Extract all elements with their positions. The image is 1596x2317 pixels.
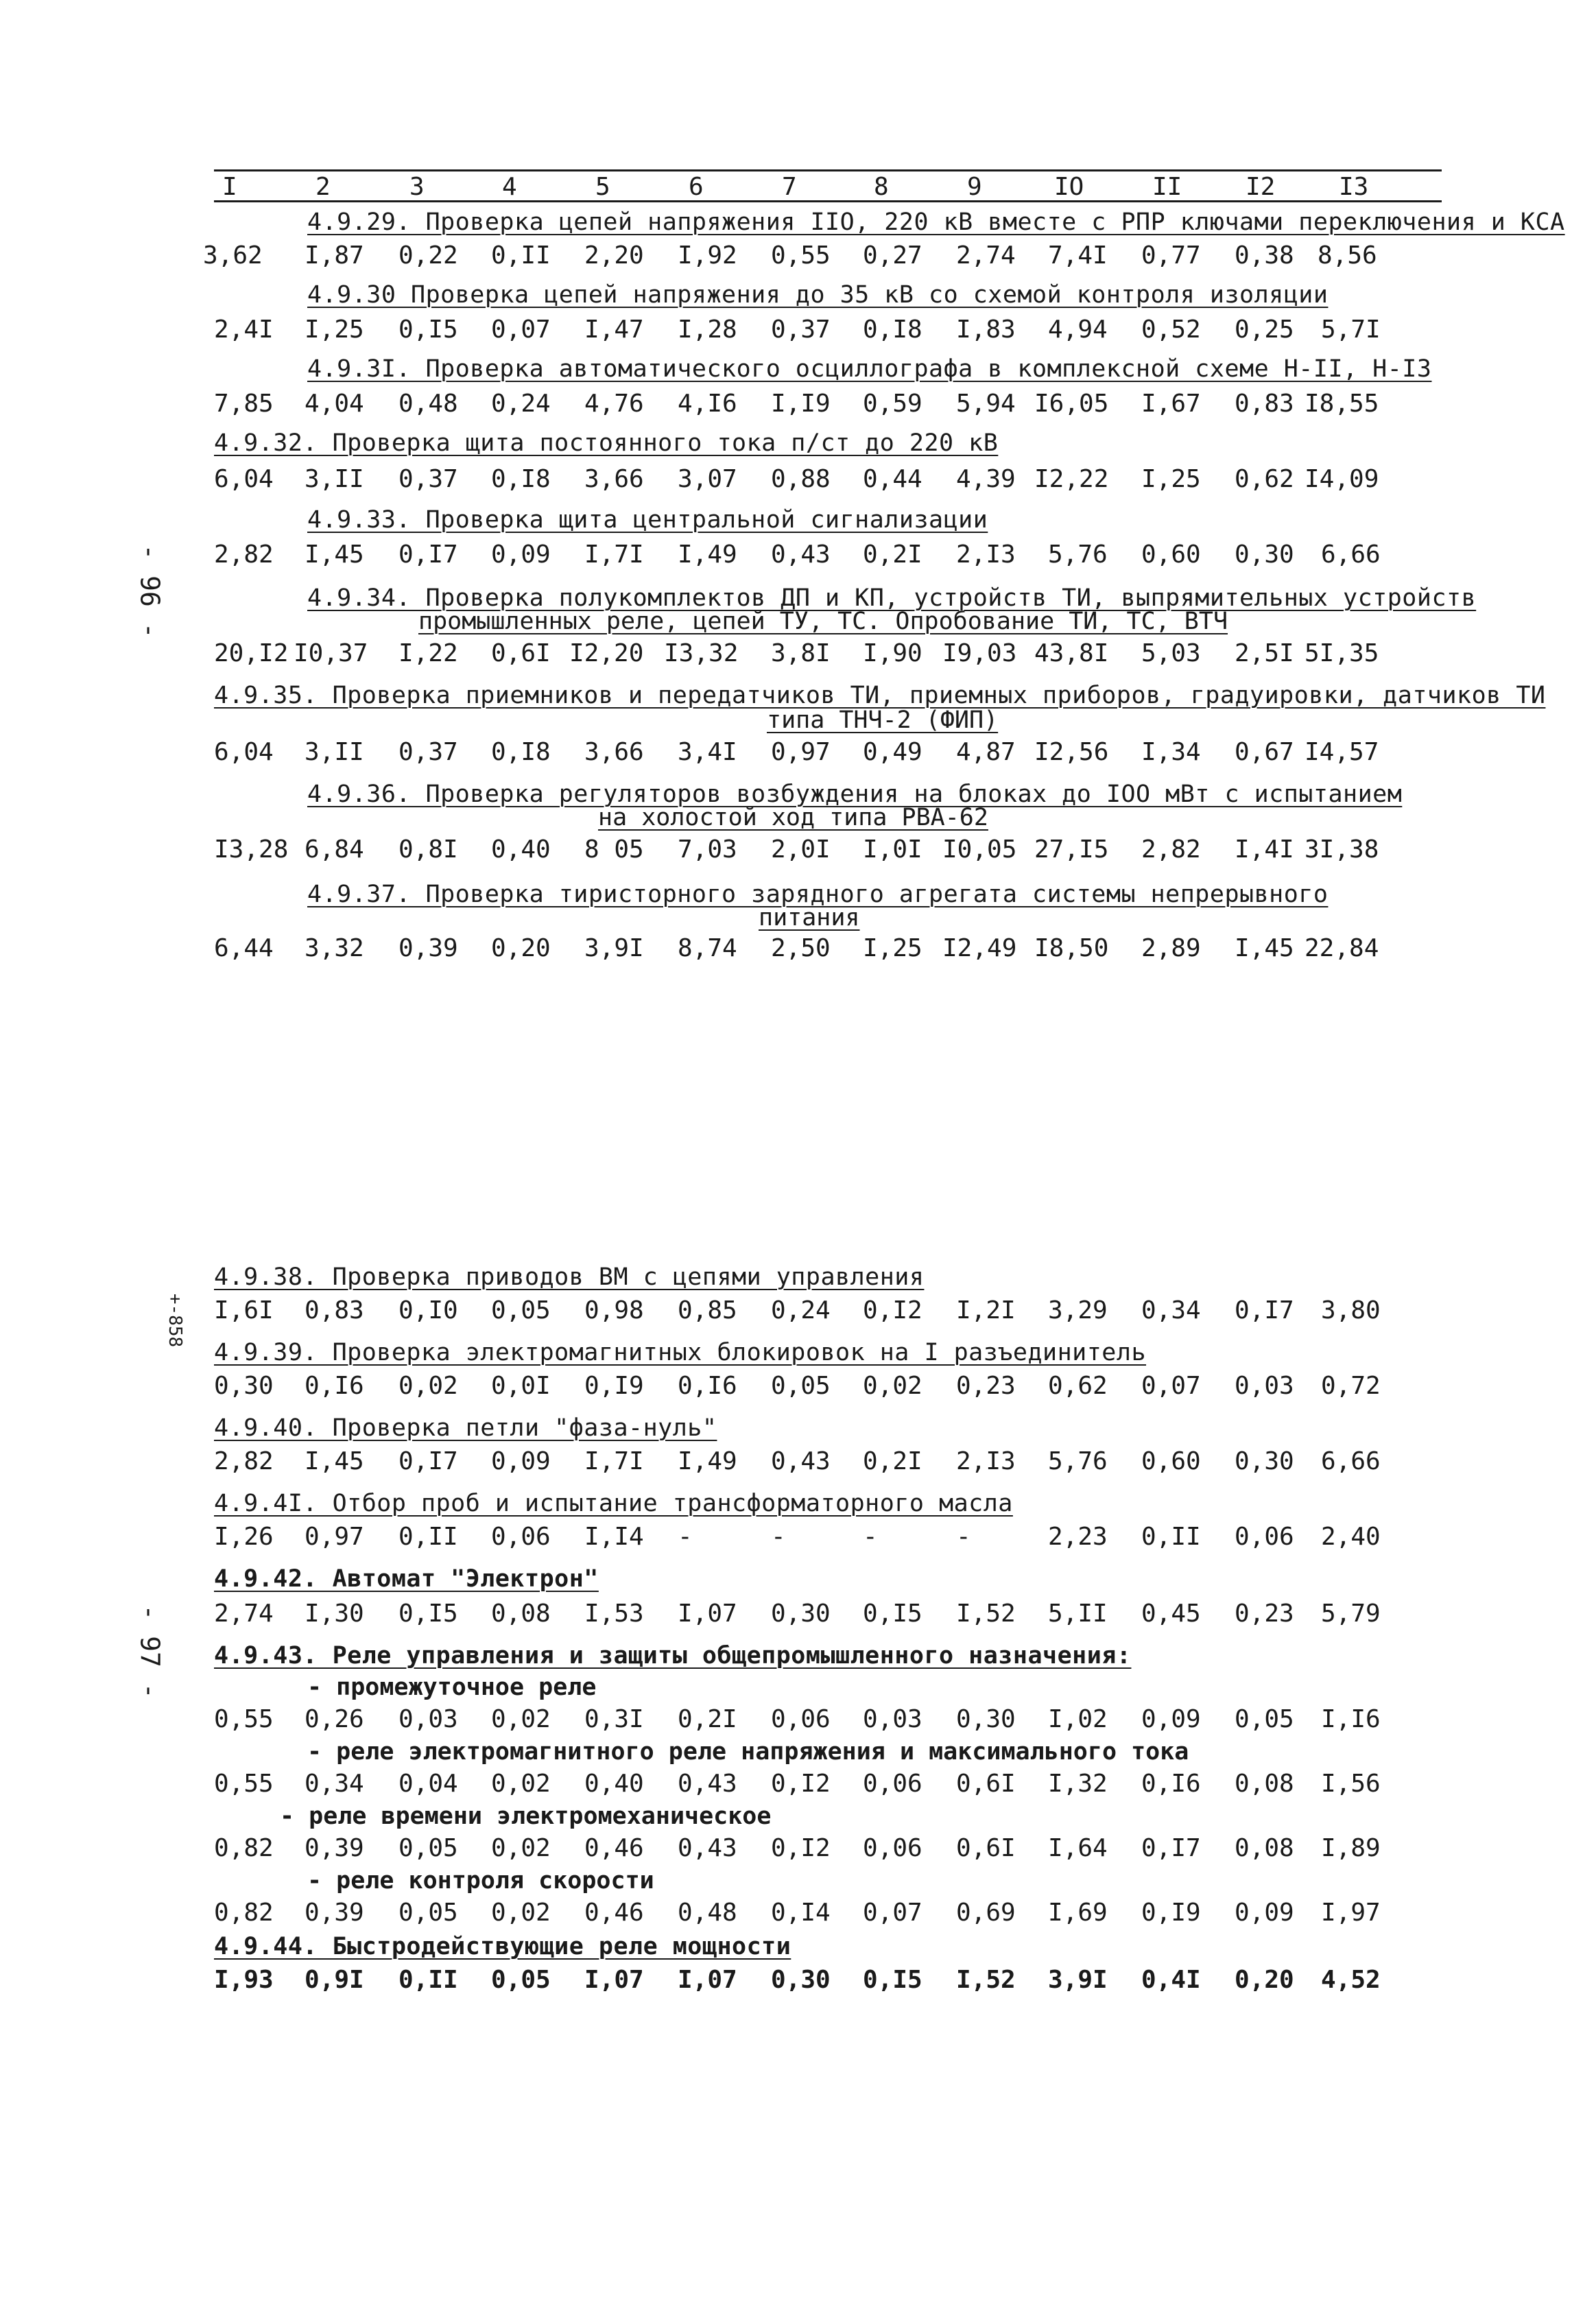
table-cell: 5,76 [1048, 540, 1108, 569]
table-cell: 5,76 [1048, 1447, 1108, 1475]
table-cell: I8,55 [1305, 390, 1379, 418]
table-cell: I,49 [678, 540, 737, 569]
table-cell: 0,72 [1321, 1372, 1381, 1400]
table-cell: 0,2I [863, 540, 922, 569]
table-cell: I,25 [1141, 465, 1201, 493]
table-cell: 0,40 [491, 835, 551, 864]
table-cell: 0,02 [491, 1834, 551, 1862]
table-cell: I,4I [1235, 835, 1294, 864]
table-cell: 0,43 [771, 540, 831, 569]
table-cell: I,32 [1048, 1770, 1108, 1798]
table-cell: 4,87 [956, 738, 1016, 766]
table-cell: 0,II [491, 241, 551, 270]
table-cell: 0,23 [1235, 1600, 1294, 1628]
table-cell: 0,55 [214, 1705, 274, 1733]
table-cell: 0,8I [398, 835, 458, 864]
table-cell: I,07 [678, 1966, 737, 1994]
table-cell: I,49 [678, 1447, 737, 1475]
table-cell: 0,6I [956, 1770, 1016, 1798]
table-cell: 0,45 [1141, 1600, 1201, 1628]
section-title: 4.9.36. Проверка регуляторов возбуждения на блоках до IOO мВт с испытанием [307, 781, 1403, 808]
section-title: 4.9.40. Проверка петли "фаза-нуль" [214, 1414, 717, 1442]
table-cell: 0,I8 [863, 316, 922, 344]
section-title: 4.9.30 Проверка цепей напряжения до 35 кВ со схемой контроля изоляции [307, 281, 1329, 309]
table-cell: 0,09 [1141, 1705, 1201, 1733]
table-cell: 0,37 [398, 738, 458, 766]
table-cell: I,89 [1321, 1834, 1381, 1862]
table-cell: 0,48 [678, 1899, 737, 1927]
table-cell: I2,56 [1034, 738, 1109, 766]
table-cell: 3,66 [584, 465, 644, 493]
table-cell: 0,43 [678, 1834, 737, 1862]
table-cell: 0,83 [1235, 390, 1294, 418]
table-cell: 0,I2 [771, 1834, 831, 1862]
table-cell: 2,40 [1321, 1523, 1381, 1551]
table-cell: 3,II [305, 465, 364, 493]
table-cell: 2,I3 [956, 540, 1016, 569]
column-header: 7 [782, 173, 797, 201]
table-cell: 0,48 [398, 390, 458, 418]
table-cell: 3,66 [584, 738, 644, 766]
table-cell: 0,34 [305, 1770, 364, 1798]
table-cell: 0,23 [956, 1372, 1016, 1400]
table-cell: 0,46 [584, 1899, 644, 1927]
table-cell: 5,79 [1321, 1600, 1381, 1628]
table-cell: I,90 [863, 639, 922, 667]
table-cell: 0,09 [491, 540, 551, 569]
section-title: 4.9.32. Проверка щита постоянного тока п/ст до 220 кВ [214, 429, 999, 457]
table-cell: 0,60 [1141, 540, 1201, 569]
table-cell: 0,02 [398, 1372, 458, 1400]
table-cell: 2,0I [771, 835, 831, 864]
table-cell: 0,II [1141, 1523, 1201, 1551]
table-cell: 2,82 [214, 1447, 274, 1475]
table-cell: 4,I6 [678, 390, 737, 418]
table-cell: 0,08 [1235, 1834, 1294, 1862]
table-cell: I,30 [305, 1600, 364, 1628]
section-title-line2: промышленных реле, цепей ТУ, ТС. Опробование ТИ, ТС, ВТЧ [418, 608, 1228, 635]
table-cell: 6,04 [214, 465, 274, 493]
table-cell: I,07 [584, 1966, 644, 1994]
table-cell: 0,39 [398, 934, 458, 962]
table-cell: 0,30 [1235, 1447, 1294, 1475]
table-cell: 0,60 [1141, 1447, 1201, 1475]
table-cell: 0,04 [398, 1770, 458, 1798]
table-cell: 2,50 [771, 934, 831, 962]
table-cell: I2,20 [569, 639, 644, 667]
table-cell: I,52 [956, 1600, 1016, 1628]
section-title: 4.9.43. Реле управления и защиты общепромышленного назначения: [214, 1642, 1132, 1670]
table-cell: 0,I5 [398, 316, 458, 344]
table-cell: 22,84 [1305, 934, 1379, 962]
table-cell: 3,4I [678, 738, 737, 766]
column-header: I3 [1339, 173, 1369, 201]
table-cell: 0,30 [956, 1705, 1016, 1733]
table-cell: 3,80 [1321, 1296, 1381, 1324]
table-cell: 0,37 [398, 465, 458, 493]
table-cell: I,I6 [1321, 1705, 1381, 1733]
table-cell: 0,2I [863, 1447, 922, 1475]
table-cell: 2,74 [956, 241, 1016, 270]
table-cell: 0,I7 [398, 1447, 458, 1475]
table-cell: 4,76 [584, 390, 644, 418]
table-cell: 0,30 [771, 1600, 831, 1628]
table-cell: I,07 [678, 1600, 737, 1628]
table-cell: 0,30 [214, 1372, 274, 1400]
table-cell: 0,82 [214, 1899, 274, 1927]
table-cell: I,56 [1321, 1770, 1381, 1798]
section-title: 4.9.29. Проверка цепей напряжения IIO, 220 кВ вместе с РПР ключами переключения и КСА [307, 209, 1565, 236]
table-cell: 5,II [1048, 1600, 1108, 1628]
table-cell: 0,I9 [584, 1372, 644, 1400]
table-cell: 20,I2 [214, 639, 289, 667]
table-cell: 2,I3 [956, 1447, 1016, 1475]
table-cell: 0,05 [1235, 1705, 1294, 1733]
table-cell: 0,83 [305, 1296, 364, 1324]
table-cell: I0,37 [294, 639, 368, 667]
table-cell: 0,I9 [1141, 1899, 1201, 1927]
table-cell: 3I,38 [1305, 835, 1379, 864]
table-cell: 0,25 [1235, 316, 1294, 344]
table-cell: 0,20 [1235, 1966, 1294, 1994]
table-cell: 0,06 [771, 1705, 831, 1733]
column-header: 4 [502, 173, 517, 201]
section-title: 4.9.37. Проверка тиристорного зарядного агрегата системы непрерывного [307, 881, 1329, 908]
table-cell: 0,I8 [491, 465, 551, 493]
table-cell: - [771, 1523, 786, 1551]
table-cell: 0,06 [1235, 1523, 1294, 1551]
table-cell: I4,09 [1305, 465, 1379, 493]
table-cell: 0,59 [863, 390, 922, 418]
table-cell: 0,6I [956, 1834, 1016, 1862]
table-cell: 0,I6 [678, 1372, 737, 1400]
table-cell: 0,44 [863, 465, 922, 493]
table-cell: I,45 [305, 540, 364, 569]
table-cell: 0,03 [1235, 1372, 1294, 1400]
table-cell: 3,8I [771, 639, 831, 667]
table-cell: 4,39 [956, 465, 1016, 493]
table-cell: 0,06 [863, 1834, 922, 1862]
table-cell: 0,I2 [771, 1770, 831, 1798]
table-cell: I3,32 [664, 639, 739, 667]
table-cell: - [956, 1523, 971, 1551]
table-cell: 0,34 [1141, 1296, 1201, 1324]
table-cell: I,69 [1048, 1899, 1108, 1927]
table-cell: 27,I5 [1034, 835, 1109, 864]
table-cell: 0,62 [1235, 465, 1294, 493]
table-cell: 7,85 [214, 390, 274, 418]
table-cell: I,97 [1321, 1899, 1381, 1927]
table-cell: 0,02 [491, 1770, 551, 1798]
table-cell: 0,05 [771, 1372, 831, 1400]
table-cell: 0,9I [305, 1966, 364, 1994]
table-cell: 0,62 [1048, 1372, 1108, 1400]
table-cell: 5,03 [1141, 639, 1201, 667]
table-cell: 0,43 [678, 1770, 737, 1798]
table-cell: 5,7I [1321, 316, 1381, 344]
table-cell: I,25 [305, 316, 364, 344]
table-cell: 3,32 [305, 934, 364, 962]
table-cell: I,47 [584, 316, 644, 344]
table-cell: 3,29 [1048, 1296, 1108, 1324]
table-cell: 0,0I [491, 1372, 551, 1400]
page-number-lower: - 97 - [134, 1604, 165, 1699]
column-header: 6 [689, 173, 704, 201]
table-cell: 2,74 [214, 1600, 274, 1628]
table-cell: 0,06 [491, 1523, 551, 1551]
table-cell: 0,02 [491, 1899, 551, 1927]
table-cell: 6,66 [1321, 1447, 1381, 1475]
table-cell: 0,05 [491, 1296, 551, 1324]
table-cell: 0,55 [214, 1770, 274, 1798]
table-cell: 0,77 [1141, 241, 1201, 270]
archive-stamp: +-858 [165, 1293, 186, 1348]
table-cell: 0,I7 [1141, 1834, 1201, 1862]
table-cell: 0,82 [214, 1834, 274, 1862]
section-title-line2: типа ТНЧ-2 (ФИП) [767, 706, 999, 734]
table-cell: 0,22 [398, 241, 458, 270]
section-title: 4.9.3I. Проверка автоматического осциллографа в комплексной схеме Н-II, Н-I3 [307, 355, 1432, 383]
table-cell: 2,82 [1141, 835, 1201, 864]
table-cell: I,64 [1048, 1834, 1108, 1862]
table-cell: 0,09 [1235, 1899, 1294, 1927]
table-cell: I,45 [305, 1447, 364, 1475]
table-cell: I,0I [863, 835, 922, 864]
table-header-rule [214, 200, 1442, 202]
table-cell: 8 05 [584, 835, 644, 864]
table-cell: I8,50 [1034, 934, 1109, 962]
column-header-row [214, 173, 1442, 200]
column-header: 5 [595, 173, 610, 201]
table-cell: 0,97 [771, 738, 831, 766]
column-header: 8 [874, 173, 889, 201]
table-cell: 0,43 [771, 1447, 831, 1475]
table-cell: 0,I5 [863, 1600, 922, 1628]
table-cell: I,28 [678, 316, 737, 344]
table-cell: I,87 [305, 241, 364, 270]
table-cell: 0,08 [491, 1600, 551, 1628]
table-cell: 3,07 [678, 465, 737, 493]
table-cell: I2,49 [942, 934, 1017, 962]
section-title: 4.9.4I. Отбор проб и испытание трансформаторного масла [214, 1490, 1013, 1517]
table-cell: 0,3I [584, 1705, 644, 1733]
table-cell: I,83 [956, 316, 1016, 344]
table-cell: 4,94 [1048, 316, 1108, 344]
table-cell: 5,94 [956, 390, 1016, 418]
table-cell: 0,07 [863, 1899, 922, 1927]
table-cell: 0,85 [678, 1296, 737, 1324]
table-cell: 4,52 [1321, 1966, 1381, 1994]
table-cell: I9,03 [942, 639, 1017, 667]
table-cell: 0,03 [398, 1705, 458, 1733]
table-cell: 6,84 [305, 835, 364, 864]
table-cell: 0,24 [491, 390, 551, 418]
table-cell: I,25 [863, 934, 922, 962]
table-cell: 2,82 [214, 540, 274, 569]
table-cell: 3,9I [584, 934, 644, 962]
table-cell: 0,02 [863, 1372, 922, 1400]
table-top-rule [214, 169, 1442, 171]
table-cell: 3,62 [203, 241, 263, 270]
table-cell: 0,02 [491, 1705, 551, 1733]
table-cell: 2,4I [214, 316, 274, 344]
table-cell: 0,I6 [305, 1372, 364, 1400]
table-cell: 0,05 [398, 1899, 458, 1927]
table-cell: 0,I4 [771, 1899, 831, 1927]
table-cell: 2,5I [1235, 639, 1294, 667]
table-cell: 3,II [305, 738, 364, 766]
table-cell: 0,20 [491, 934, 551, 962]
table-cell: 7,4I [1048, 241, 1108, 270]
column-header: II [1152, 173, 1182, 201]
table-cell: I,53 [584, 1600, 644, 1628]
table-cell: 0,39 [305, 1834, 364, 1862]
table-cell: 0,88 [771, 465, 831, 493]
table-cell: 0,I6 [1141, 1770, 1201, 1798]
page-number-upper: - 96 - [134, 544, 165, 639]
table-cell: 0,08 [1235, 1770, 1294, 1798]
column-header: 9 [967, 173, 982, 201]
table-cell: 0,II [398, 1966, 458, 1994]
table-cell: I,7I [584, 1447, 644, 1475]
section-title-line2: питания [759, 904, 860, 931]
column-header: IO [1054, 173, 1084, 201]
subsection-label: - промежуточное реле [307, 1674, 597, 1701]
table-cell: 0,6I [491, 639, 551, 667]
table-cell: 0,30 [771, 1966, 831, 1994]
table-cell: 2,20 [584, 241, 644, 270]
table-cell: I,52 [956, 1966, 1016, 1994]
section-title: 4.9.44. Быстродействующие реле мощности [214, 1933, 791, 1960]
table-cell: I,45 [1235, 934, 1294, 962]
section-title: 4.9.34. Проверка полукомплектов ДП и КП, устройств ТИ, выпрямительных устройств [307, 584, 1477, 612]
table-cell: 0,24 [771, 1296, 831, 1324]
table-cell: 0,I5 [863, 1966, 922, 1994]
table-cell: I3,28 [214, 835, 289, 864]
table-cell: I,67 [1141, 390, 1201, 418]
table-cell: 43,8I [1034, 639, 1109, 667]
section-title: 4.9.42. Автомат "Электрон" [214, 1565, 599, 1593]
table-cell: 0,4I [1141, 1966, 1201, 1994]
table-cell: 0,I5 [398, 1600, 458, 1628]
table-cell: 8,56 [1318, 241, 1377, 270]
table-cell: I,34 [1141, 738, 1201, 766]
table-cell: 0,2I [678, 1705, 737, 1733]
table-cell: 0,03 [863, 1705, 922, 1733]
table-cell: 0,97 [305, 1523, 364, 1551]
column-header: I [222, 173, 237, 201]
table-cell: 2,89 [1141, 934, 1201, 962]
table-cell: 0,05 [491, 1966, 551, 1994]
table-cell: 3,9I [1048, 1966, 1108, 1994]
table-cell: 6,44 [214, 934, 274, 962]
table-cell: 0,I7 [1235, 1296, 1294, 1324]
table-cell: I,2I [956, 1296, 1016, 1324]
table-cell: I,93 [214, 1966, 274, 1994]
table-cell: 0,69 [956, 1899, 1016, 1927]
table-cell: I,26 [214, 1523, 274, 1551]
section-title-line2: на холостой ход типа РВА-62 [598, 804, 988, 831]
column-header: I2 [1246, 173, 1276, 201]
table-cell: 0,05 [398, 1834, 458, 1862]
table-cell: 0,52 [1141, 316, 1201, 344]
section-title: 4.9.38. Проверка приводов ВМ с цепями управления [214, 1263, 925, 1291]
section-title: 4.9.33. Проверка щита центральной сигнализации [307, 506, 988, 534]
table-cell: I,7I [584, 540, 644, 569]
table-cell: 0,39 [305, 1899, 364, 1927]
table-cell: 0,30 [1235, 540, 1294, 569]
table-cell: 4,04 [305, 390, 364, 418]
table-cell: I,I4 [584, 1523, 644, 1551]
table-cell: 0,07 [1141, 1372, 1201, 1400]
table-cell: 0,49 [863, 738, 922, 766]
table-cell: 0,26 [305, 1705, 364, 1733]
table-cell: 0,37 [771, 316, 831, 344]
column-header: 2 [315, 173, 331, 201]
table-cell: 2,23 [1048, 1523, 1108, 1551]
table-cell: I,6I [214, 1296, 274, 1324]
table-cell: 0,I8 [491, 738, 551, 766]
table-cell: 0,55 [771, 241, 831, 270]
table-cell: 0,I0 [398, 1296, 458, 1324]
table-cell: 0,I7 [398, 540, 458, 569]
table-cell: 0,I2 [863, 1296, 922, 1324]
table-cell: I,92 [678, 241, 737, 270]
table-cell: 0,46 [584, 1834, 644, 1862]
subsection-label: - реле контроля скорости [307, 1867, 654, 1894]
table-cell: 0,67 [1235, 738, 1294, 766]
subsection-label: - реле времени электромеханическое [280, 1803, 772, 1830]
table-cell: I,I9 [771, 390, 831, 418]
section-title: 4.9.39. Проверка электромагнитных блокировок на I разъединитель [214, 1339, 1147, 1366]
table-cell: 0,II [398, 1523, 458, 1551]
table-cell: I6,05 [1034, 390, 1109, 418]
table-cell: 6,04 [214, 738, 274, 766]
table-cell: - [863, 1523, 878, 1551]
table-cell: 0,07 [491, 316, 551, 344]
table-cell: I0,05 [942, 835, 1017, 864]
table-cell: 0,98 [584, 1296, 644, 1324]
table-cell: 0,38 [1235, 241, 1294, 270]
table-cell: I2,22 [1034, 465, 1109, 493]
column-header: 3 [409, 173, 425, 201]
subsection-label: - реле электромагнитного реле напряжения и максимального тока [307, 1738, 1189, 1766]
table-cell: 0,09 [491, 1447, 551, 1475]
table-cell: 5I,35 [1305, 639, 1379, 667]
table-cell: 8,74 [678, 934, 737, 962]
table-cell: I,22 [398, 639, 458, 667]
table-cell: 7,03 [678, 835, 737, 864]
table-cell: 0,06 [863, 1770, 922, 1798]
table-cell: 0,40 [584, 1770, 644, 1798]
section-title: 4.9.35. Проверка приемников и передатчиков ТИ, приемных приборов, градуировки, датчиков ТИ [214, 682, 1546, 709]
table-cell: - [678, 1523, 693, 1551]
table-cell: I,02 [1048, 1705, 1108, 1733]
table-cell: I4,57 [1305, 738, 1379, 766]
table-cell: 6,66 [1321, 540, 1381, 569]
table-cell: 0,27 [863, 241, 922, 270]
